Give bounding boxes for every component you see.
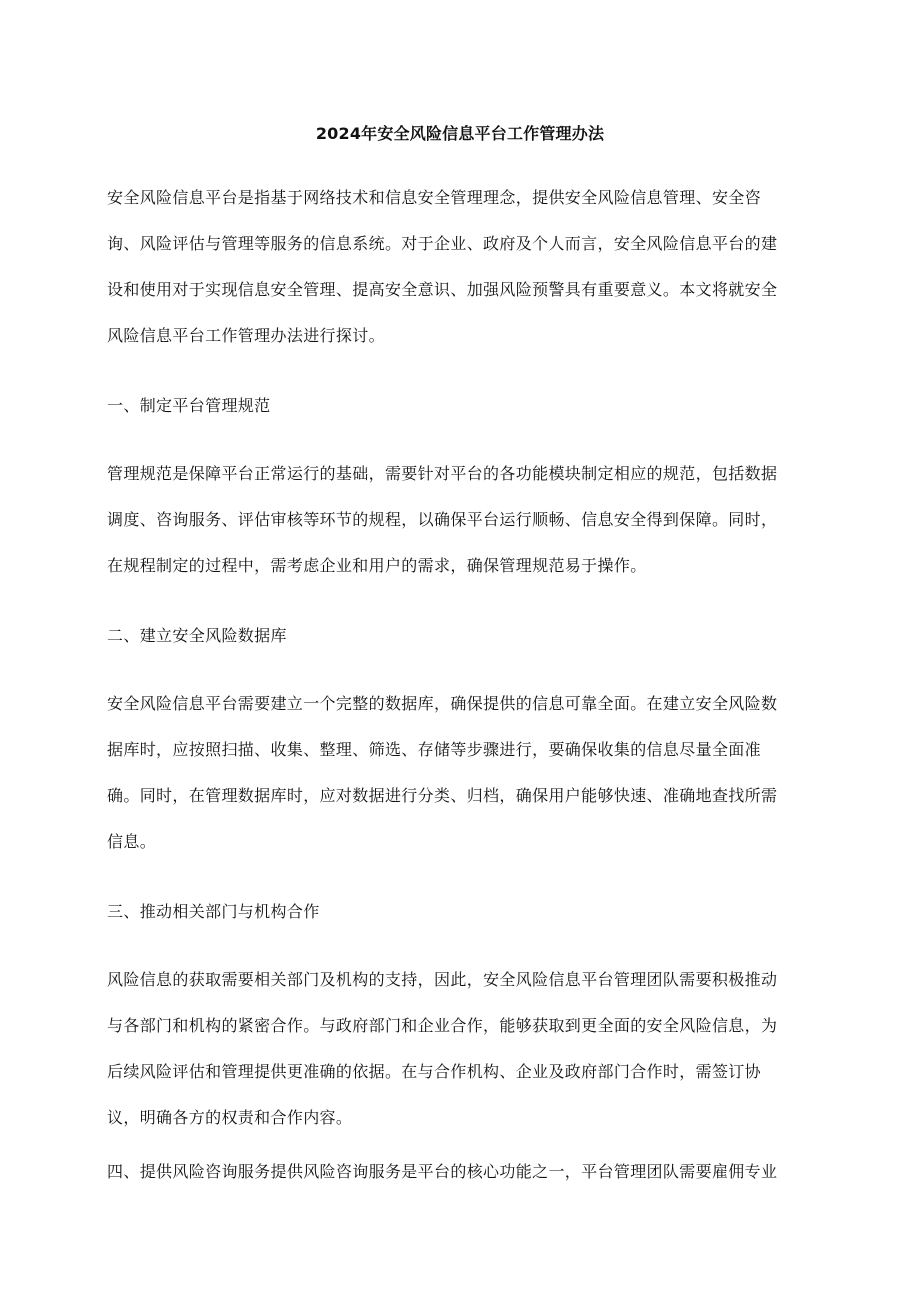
- section-3-heading: 三、推动相关部门与机构合作: [107, 902, 320, 921]
- section-3-line-3: 后续风险评估和管理提供更准确的依据。在与合作机构、企业及政府部门合作时，需签订协: [107, 1062, 762, 1081]
- intro-line-4: 风险信息平台工作管理办法进行探讨。: [107, 326, 385, 345]
- section-1-heading: 一、制定平台管理规范: [107, 396, 271, 415]
- section-2-heading: 二、建立安全风险数据库: [107, 626, 287, 645]
- section-1-line-2: 调度、咨询服务、评估审核等环节的规程，以确保平台运行顺畅、信息安全得到保障。同时，: [107, 510, 778, 529]
- section-3-line-1: 风险信息的获取需要相关部门及机构的支持，因此，安全风险信息平台管理团队需要积极推动: [107, 970, 778, 989]
- section-2-line-1: 安全风险信息平台需要建立一个完整的数据库，确保提供的信息可靠全面。在建立安全风险数: [107, 694, 778, 713]
- section-3-line-4: 议，明确各方的权责和合作内容。: [107, 1108, 353, 1127]
- intro-line-2: 询、风险评估与管理等服务的信息系统。对于企业、政府及个人而言，安全风险信息平台的建: [107, 234, 778, 253]
- section-4-line: 四、提供风险咨询服务提供风险咨询服务是平台的核心功能之一，平台管理团队需要雇佣专业: [107, 1162, 778, 1181]
- intro-line-1: 安全风险信息平台是指基于网络技术和信息安全管理理念，提供安全风险信息管理、安全咨: [107, 188, 762, 207]
- section-1-line-1: 管理规范是保障平台正常运行的基础，需要针对平台的各功能模块制定相应的规范，包括数据: [107, 464, 778, 483]
- document-title: 2024年安全风险信息平台工作管理办法: [315, 124, 605, 143]
- section-2-line-2: 据库时，应按照扫描、收集、整理、筛选、存储等步骤进行，要确保收集的信息尽量全面准: [107, 740, 762, 759]
- intro-line-3: 设和使用对于实现信息安全管理、提高安全意识、加强风险预警具有重要意义。本文将就安全: [107, 280, 778, 299]
- section-2-line-3: 确。同时，在管理数据库时，应对数据进行分类、归档，确保用户能够快速、准确地查找所需: [107, 786, 778, 805]
- section-1-line-3: 在规程制定的过程中，需考虑企业和用户的需求，确保管理规范易于操作。: [107, 556, 647, 575]
- section-3-line-2: 与各部门和机构的紧密合作。与政府部门和企业合作，能够获取到更全面的安全风险信息，为: [107, 1016, 778, 1035]
- section-2-line-4: 信息。: [107, 832, 157, 851]
